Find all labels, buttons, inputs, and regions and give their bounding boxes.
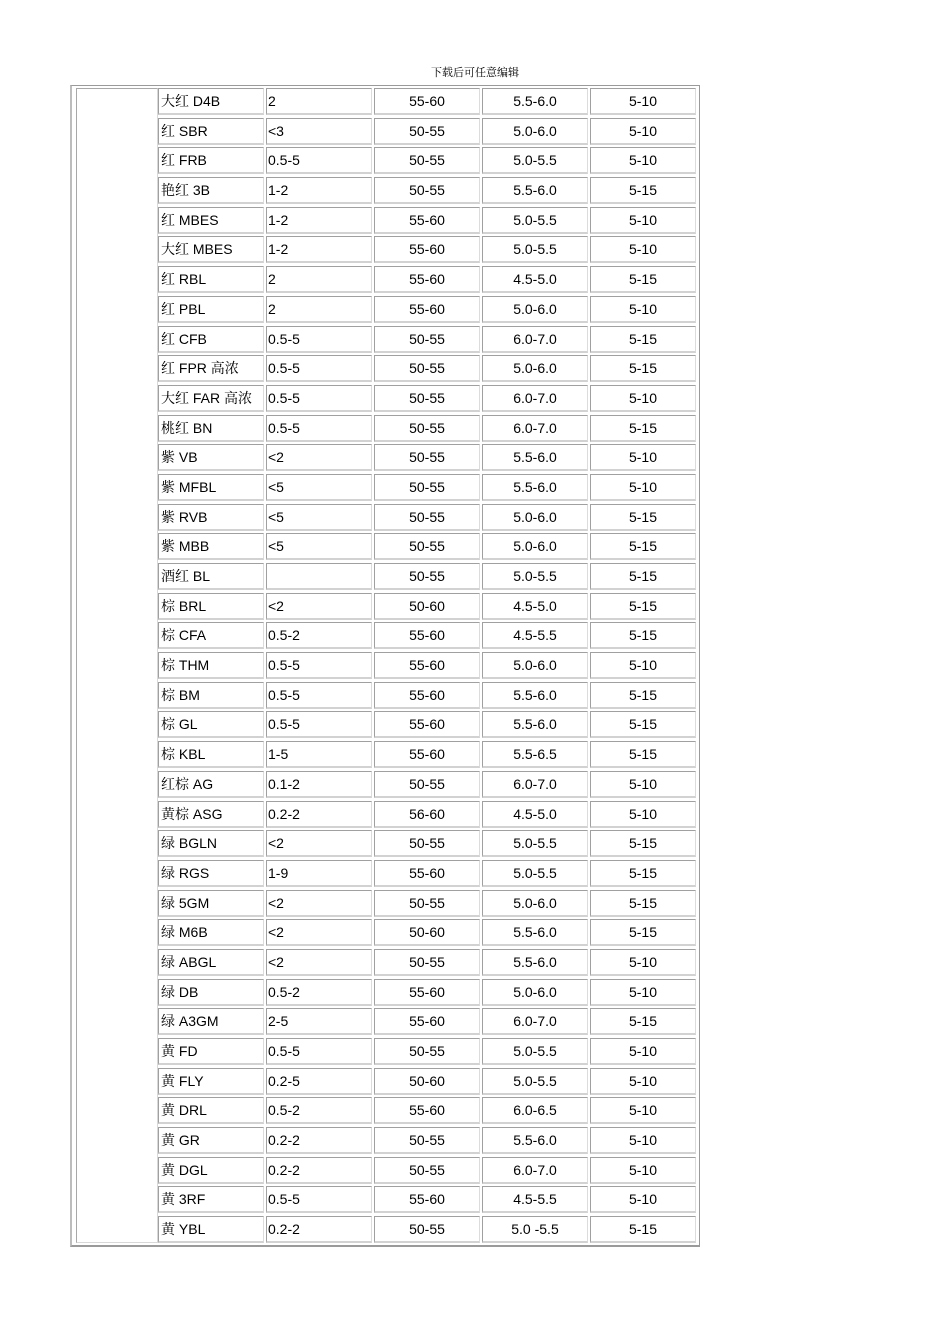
table-row [158, 118, 698, 148]
time-cell: 5-15 [590, 622, 696, 649]
ph-cell: 5.0 -5.5 [482, 1216, 588, 1243]
time-cell: 5-10 [590, 1186, 696, 1213]
dosage-cell: <5 [266, 474, 372, 501]
table-row [158, 236, 698, 266]
dye-name-cell: 棕 THM [158, 652, 264, 679]
time-cell: 5-10 [590, 771, 696, 798]
table-row [158, 385, 698, 415]
ph-cell: 5.0-5.5 [482, 563, 588, 590]
dosage-cell: 2 [266, 266, 372, 293]
temperature-cell: 50-55 [374, 415, 480, 442]
ph-cell: 5.5-6.5 [482, 741, 588, 768]
dosage-cell: 0.2-2 [266, 801, 372, 828]
dye-name-cell: 黄 FLY [158, 1068, 264, 1095]
dye-name-cell: 绿 RGS [158, 860, 264, 887]
dosage-cell: 0.5-5 [266, 355, 372, 382]
table-row [158, 949, 698, 979]
dosage-cell: 1-9 [266, 860, 372, 887]
dye-name-cell: 大红 FAR 高浓 [158, 385, 264, 412]
temperature-cell: 55-60 [374, 1097, 480, 1124]
ph-cell: 4.5-5.0 [482, 266, 588, 293]
ph-cell: 5.0-6.0 [482, 118, 588, 145]
dosage-cell: <2 [266, 919, 372, 946]
table-row [158, 1038, 698, 1068]
table-row [158, 622, 698, 652]
temperature-cell: 50-55 [374, 474, 480, 501]
dye-name-cell: 绿 DB [158, 979, 264, 1006]
dye-name-cell: 绿 M6B [158, 919, 264, 946]
dye-name-cell: 绿 BGLN [158, 830, 264, 857]
table-row [158, 504, 698, 534]
ph-cell: 5.0-6.0 [482, 296, 588, 323]
temperature-cell: 55-60 [374, 860, 480, 887]
temperature-cell: 50-55 [374, 147, 480, 174]
ph-cell: 4.5-5.0 [482, 801, 588, 828]
temperature-cell: 50-55 [374, 326, 480, 353]
temperature-cell: 55-60 [374, 207, 480, 234]
time-cell: 5-15 [590, 593, 696, 620]
time-cell: 5-15 [590, 177, 696, 204]
dye-name-cell: 绿 A3GM [158, 1008, 264, 1035]
dye-name-cell: 红 PBL [158, 296, 264, 323]
time-cell: 5-15 [590, 830, 696, 857]
ph-cell: 5.5-6.0 [482, 177, 588, 204]
dye-name-cell: 红 MBES [158, 207, 264, 234]
ph-cell: 5.0-5.5 [482, 236, 588, 263]
dosage-cell: 0.5-5 [266, 711, 372, 738]
ph-cell: 5.0-5.5 [482, 147, 588, 174]
time-cell: 5-15 [590, 1216, 696, 1243]
temperature-cell: 55-60 [374, 1186, 480, 1213]
temperature-cell: 55-60 [374, 741, 480, 768]
time-cell: 5-10 [590, 236, 696, 263]
time-cell: 5-15 [590, 682, 696, 709]
time-cell: 5-10 [590, 296, 696, 323]
temperature-cell: 55-60 [374, 711, 480, 738]
dye-name-cell: 红 FRB [158, 147, 264, 174]
time-cell: 5-10 [590, 1068, 696, 1095]
time-cell: 5-15 [590, 741, 696, 768]
temperature-cell: 55-60 [374, 622, 480, 649]
ph-cell: 6.0-6.5 [482, 1097, 588, 1124]
dosage-cell: <3 [266, 118, 372, 145]
temperature-cell: 50-55 [374, 771, 480, 798]
dye-name-cell: 紫 RVB [158, 504, 264, 531]
dye-name-cell: 黄 YBL [158, 1216, 264, 1243]
table-row [158, 296, 698, 326]
dosage-cell: <2 [266, 830, 372, 857]
dye-name-cell: 黄 GR [158, 1127, 264, 1154]
dye-name-cell: 红 RBL [158, 266, 264, 293]
dosage-cell: 0.5-5 [266, 326, 372, 353]
dye-name-cell: 大红 MBES [158, 236, 264, 263]
time-cell: 5-15 [590, 860, 696, 887]
dosage-cell: 0.5-2 [266, 1097, 372, 1124]
temperature-cell: 50-55 [374, 1127, 480, 1154]
dye-name-cell: 绿 ABGL [158, 949, 264, 976]
temperature-cell: 50-55 [374, 1157, 480, 1184]
temperature-cell: 50-55 [374, 444, 480, 471]
dosage-cell: 0.5-5 [266, 652, 372, 679]
dye-name-cell: 大红 D4B [158, 88, 264, 115]
dosage-cell: 0.5-5 [266, 1186, 372, 1213]
table-row [158, 1068, 698, 1098]
table-row [158, 801, 698, 831]
dosage-cell: 0.5-2 [266, 622, 372, 649]
table-row [158, 266, 698, 296]
table-row [158, 147, 698, 177]
temperature-cell: 50-55 [374, 533, 480, 560]
ph-cell: 5.0-5.5 [482, 860, 588, 887]
ph-cell: 5.5-6.0 [482, 949, 588, 976]
ph-cell: 6.0-7.0 [482, 326, 588, 353]
dosage-cell: 1-5 [266, 741, 372, 768]
dye-name-cell: 棕 BRL [158, 593, 264, 620]
dye-name-cell: 红 CFB [158, 326, 264, 353]
dosage-cell: <5 [266, 504, 372, 531]
dosage-cell: <5 [266, 533, 372, 560]
ph-cell: 5.5-6.0 [482, 474, 588, 501]
table-row [158, 1216, 698, 1246]
ph-cell: 5.0-5.5 [482, 207, 588, 234]
dye-name-cell: 艳红 3B [158, 177, 264, 204]
time-cell: 5-15 [590, 266, 696, 293]
dye-name-cell: 棕 CFA [158, 622, 264, 649]
dosage-cell [266, 563, 372, 590]
dosage-cell: 0.2-2 [266, 1127, 372, 1154]
ph-cell: 5.0-6.0 [482, 504, 588, 531]
dosage-cell: 0.5-5 [266, 682, 372, 709]
table-row [158, 1127, 698, 1157]
ph-cell: 5.5-6.0 [482, 444, 588, 471]
table-row [158, 1186, 698, 1216]
ph-cell: 5.0-5.5 [482, 1038, 588, 1065]
ph-cell: 4.5-5.0 [482, 593, 588, 620]
time-cell: 5-15 [590, 711, 696, 738]
temperature-cell: 50-55 [374, 949, 480, 976]
temperature-cell: 50-55 [374, 118, 480, 145]
time-cell: 5-15 [590, 563, 696, 590]
ph-cell: 5.0-5.5 [482, 830, 588, 857]
dye-name-cell: 红 FPR 高浓 [158, 355, 264, 382]
time-cell: 5-10 [590, 652, 696, 679]
time-cell: 5-15 [590, 890, 696, 917]
ph-cell: 6.0-7.0 [482, 771, 588, 798]
ph-cell: 5.5-6.0 [482, 711, 588, 738]
table-row [158, 1008, 698, 1038]
temperature-cell: 50-60 [374, 593, 480, 620]
dye-name-cell: 棕 KBL [158, 741, 264, 768]
time-cell: 5-10 [590, 385, 696, 412]
dosage-cell: 0.5-5 [266, 147, 372, 174]
time-cell: 5-10 [590, 444, 696, 471]
temperature-cell: 50-55 [374, 1216, 480, 1243]
dye-name-cell: 绿 5GM [158, 890, 264, 917]
table-row [158, 88, 698, 118]
ph-cell: 5.0-6.0 [482, 979, 588, 1006]
table-row [158, 771, 698, 801]
table-row [158, 207, 698, 237]
dye-name-cell: 棕 GL [158, 711, 264, 738]
dosage-cell: 1-2 [266, 236, 372, 263]
temperature-cell: 55-60 [374, 88, 480, 115]
dosage-cell: 0.5-5 [266, 415, 372, 442]
dye-name-cell: 紫 MFBL [158, 474, 264, 501]
dosage-cell: 0.2-5 [266, 1068, 372, 1095]
dye-name-cell: 棕 BM [158, 682, 264, 709]
dosage-cell: 0.2-2 [266, 1216, 372, 1243]
table-row [158, 415, 698, 445]
temperature-cell: 50-60 [374, 919, 480, 946]
dosage-cell: 0.5-5 [266, 1038, 372, 1065]
table-row [158, 177, 698, 207]
page-header: 下载后可任意编辑 [431, 66, 519, 79]
table-row [158, 860, 698, 890]
time-cell: 5-10 [590, 1127, 696, 1154]
temperature-cell: 55-60 [374, 1008, 480, 1035]
table-merged-left-cell [76, 88, 158, 1243]
time-cell: 5-10 [590, 979, 696, 1006]
temperature-cell: 50-55 [374, 355, 480, 382]
time-cell: 5-15 [590, 326, 696, 353]
time-cell: 5-10 [590, 801, 696, 828]
dosage-cell: <2 [266, 890, 372, 917]
ph-cell: 5.5-6.0 [482, 1127, 588, 1154]
ph-cell: 4.5-5.5 [482, 622, 588, 649]
dosage-cell: 0.5-5 [266, 385, 372, 412]
table-row [158, 1157, 698, 1187]
ph-cell: 4.5-5.5 [482, 1186, 588, 1213]
dosage-cell: <2 [266, 444, 372, 471]
dye-name-cell: 黄 FD [158, 1038, 264, 1065]
time-cell: 5-10 [590, 474, 696, 501]
ph-cell: 5.0-6.0 [482, 890, 588, 917]
dosage-cell: 2 [266, 88, 372, 115]
time-cell: 5-15 [590, 504, 696, 531]
dye-name-cell: 黄 DRL [158, 1097, 264, 1124]
dosage-cell: 0.1-2 [266, 771, 372, 798]
ph-cell: 6.0-7.0 [482, 1157, 588, 1184]
time-cell: 5-15 [590, 355, 696, 382]
temperature-cell: 50-55 [374, 1038, 480, 1065]
time-cell: 5-10 [590, 207, 696, 234]
time-cell: 5-15 [590, 533, 696, 560]
temperature-cell: 50-55 [374, 830, 480, 857]
dye-name-cell: 黄 3RF [158, 1186, 264, 1213]
dosage-cell: 0.2-2 [266, 1157, 372, 1184]
dye-name-cell: 黄棕 ASG [158, 801, 264, 828]
ph-cell: 5.5-6.0 [482, 919, 588, 946]
ph-cell: 6.0-7.0 [482, 1008, 588, 1035]
time-cell: 5-10 [590, 88, 696, 115]
table-row [158, 1097, 698, 1127]
table-row [158, 890, 698, 920]
dye-name-cell: 紫 VB [158, 444, 264, 471]
time-cell: 5-10 [590, 1097, 696, 1124]
table-row [158, 533, 698, 563]
temperature-cell: 50-55 [374, 385, 480, 412]
ph-cell: 5.5-6.0 [482, 88, 588, 115]
time-cell: 5-10 [590, 1038, 696, 1065]
table-row [158, 682, 698, 712]
table-row [158, 355, 698, 385]
ph-cell: 5.0-6.0 [482, 533, 588, 560]
time-cell: 5-10 [590, 1157, 696, 1184]
time-cell: 5-10 [590, 118, 696, 145]
table-row [158, 326, 698, 356]
dye-name-cell: 黄 DGL [158, 1157, 264, 1184]
temperature-cell: 50-55 [374, 563, 480, 590]
ph-cell: 5.0-5.5 [482, 1068, 588, 1095]
dosage-cell: 1-2 [266, 177, 372, 204]
table-row [158, 830, 698, 860]
dye-table-body [158, 88, 698, 1246]
temperature-cell: 50-55 [374, 890, 480, 917]
dosage-cell: 2-5 [266, 1008, 372, 1035]
temperature-cell: 55-60 [374, 652, 480, 679]
ph-cell: 6.0-7.0 [482, 385, 588, 412]
temperature-cell: 55-60 [374, 236, 480, 263]
ph-cell: 5.0-6.0 [482, 652, 588, 679]
table-row [158, 652, 698, 682]
table-row [158, 741, 698, 771]
temperature-cell: 55-60 [374, 296, 480, 323]
dye-name-cell: 桃红 BN [158, 415, 264, 442]
dosage-cell: <2 [266, 593, 372, 620]
ph-cell: 6.0-7.0 [482, 415, 588, 442]
temperature-cell: 50-60 [374, 1068, 480, 1095]
time-cell: 5-15 [590, 415, 696, 442]
time-cell: 5-15 [590, 919, 696, 946]
time-cell: 5-10 [590, 949, 696, 976]
dosage-cell: 2 [266, 296, 372, 323]
dosage-cell: 0.5-2 [266, 979, 372, 1006]
temperature-cell: 55-60 [374, 682, 480, 709]
dye-name-cell: 红棕 AG [158, 771, 264, 798]
ph-cell: 5.5-6.0 [482, 682, 588, 709]
table-row [158, 711, 698, 741]
dosage-cell: <2 [266, 949, 372, 976]
ph-cell: 5.0-6.0 [482, 355, 588, 382]
time-cell: 5-15 [590, 1008, 696, 1035]
table-row [158, 474, 698, 504]
temperature-cell: 56-60 [374, 801, 480, 828]
dye-name-cell: 酒红 BL [158, 563, 264, 590]
table-row [158, 979, 698, 1009]
temperature-cell: 55-60 [374, 979, 480, 1006]
temperature-cell: 55-60 [374, 266, 480, 293]
table-row [158, 563, 698, 593]
table-row [158, 593, 698, 623]
time-cell: 5-10 [590, 147, 696, 174]
table-row [158, 919, 698, 949]
dye-name-cell: 红 SBR [158, 118, 264, 145]
table-row [158, 444, 698, 474]
dosage-cell: 1-2 [266, 207, 372, 234]
temperature-cell: 50-55 [374, 504, 480, 531]
temperature-cell: 50-55 [374, 177, 480, 204]
dye-name-cell: 紫 MBB [158, 533, 264, 560]
